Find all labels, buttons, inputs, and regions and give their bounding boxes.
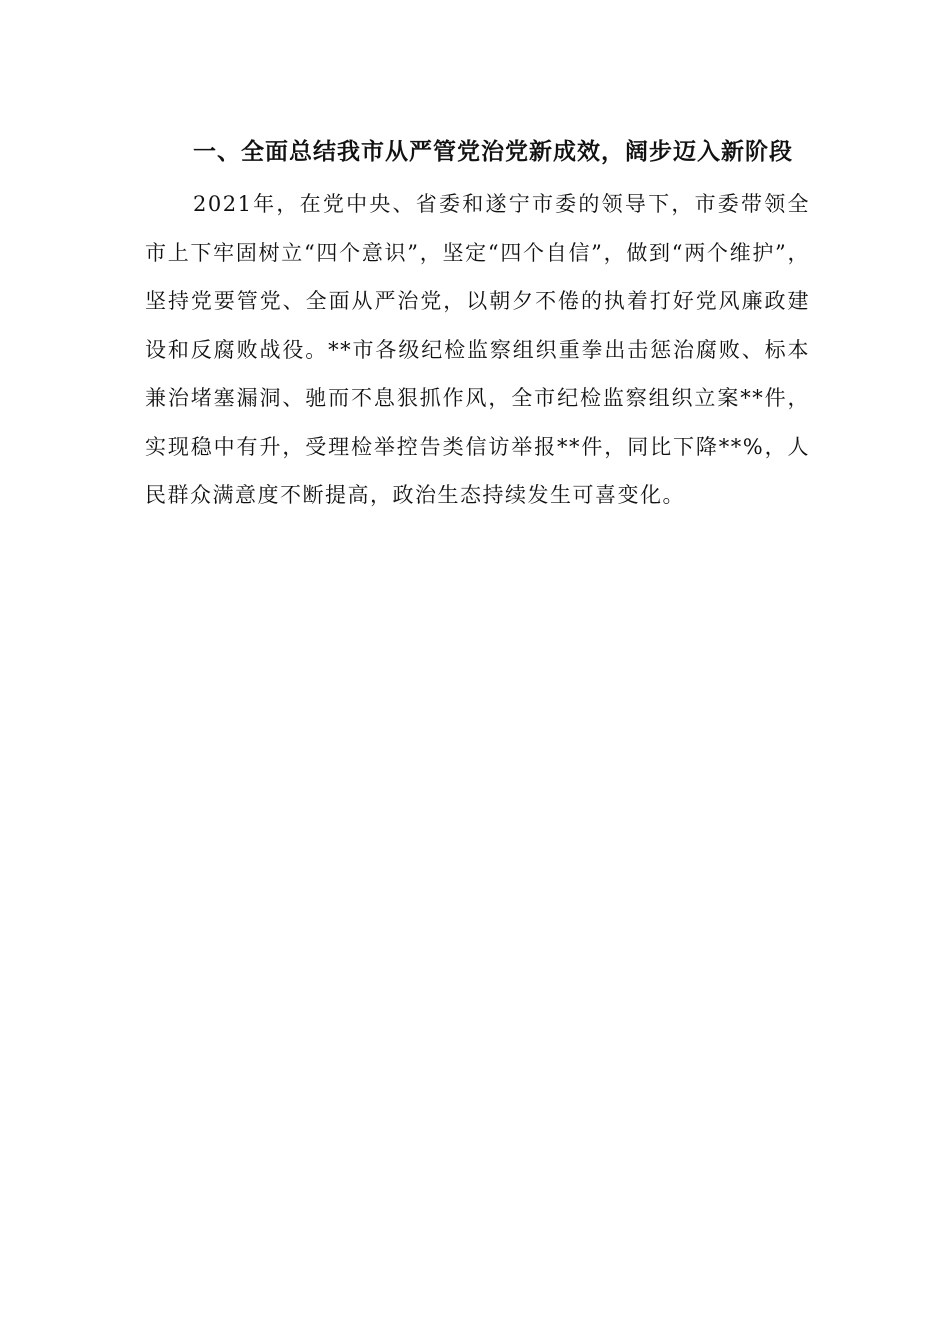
section-heading: 一、全面总结我市从严管党治党新成效，阔步迈入新阶段 <box>193 139 793 165</box>
document-content <box>145 128 810 520</box>
body-paragraph: 2021年，在党中央、省委和遂宁市委的领导下，市委带领全市上下牢固树立“四个意识”，坚定“四个自信”，做到“两个维护”，坚持党要管党、全面从严治党，以朝夕不倦的执着打好党风廉政建设和反腐败战役。**市各级纪检监察组织重拳出击惩治腐败、标本兼治堵塞漏洞、驰而不息狠抓作风，全市纪检监察组织立案**件，实现稳中有升，受理检举控告类信访举报**件，同比下降**%，人民群众满意度不断提高，政治生态持续发生可喜变化。 <box>145 192 810 507</box>
